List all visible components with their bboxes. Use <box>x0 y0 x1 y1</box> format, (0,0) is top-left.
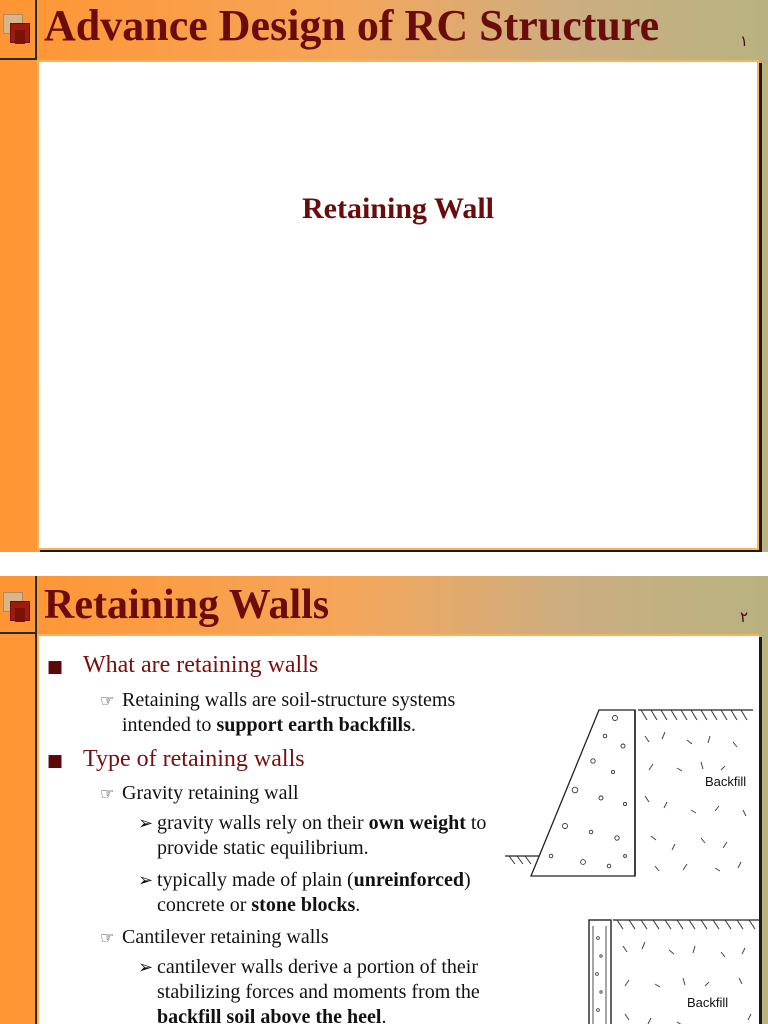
bullet-gravity-wall: ☞ Gravity retaining wall <box>100 782 299 804</box>
bullet-cantilever-wall: ☞ Cantilever retaining walls <box>100 926 329 948</box>
slide-2-content <box>37 634 759 1024</box>
title-divider-vertical <box>35 0 37 60</box>
cantilever-backfill-label: Backfill <box>687 995 729 1010</box>
slide-1-content <box>37 60 759 550</box>
slide-1-title: Advance Design of RC Structure <box>44 1 660 50</box>
hand-pointer-bullet-icon: ☞ <box>100 928 115 947</box>
gravity-wall-figure <box>505 706 753 881</box>
cantilever-wall-figure <box>579 918 759 1024</box>
bullet-what-are-retaining-walls: ■ What are retaining walls <box>47 652 319 678</box>
hand-pointer-bullet-icon: ☞ <box>100 691 115 710</box>
bullet-types-of-retaining-walls: ■ Type of retaining walls <box>47 746 305 772</box>
slide-2-number: ٢ <box>739 608 748 626</box>
slide-decoration-icon <box>3 592 33 626</box>
title-divider-horizontal <box>0 632 36 634</box>
square-bullet-icon: ■ <box>47 657 64 677</box>
title-divider-horizontal <box>0 58 36 60</box>
slide-decoration-icon <box>3 14 33 48</box>
slide-1-subtitle: Retaining Wall <box>302 192 494 225</box>
square-bullet-icon: ■ <box>47 751 64 771</box>
arrowhead-bullet-icon: ➢ <box>138 813 154 834</box>
bullet-gravity-own-weight: ➢ gravity walls rely on their own weight to provide static equilibrium. <box>138 812 487 859</box>
slide-2-title: Retaining Walls <box>44 582 330 628</box>
slide-1-number: ١ <box>739 32 748 50</box>
slide-2 <box>0 576 768 1024</box>
bullet-cantilever-backfill: ➢ cantilever walls derive a portion of their stabilizing forces and moments from the backfill soil above the heel. <box>138 956 480 1024</box>
bullet-gravity-material: ➢ typically made of plain (unreinforced) concrete or stone blocks. <box>138 869 471 916</box>
arrowhead-bullet-icon: ➢ <box>138 870 154 891</box>
gravity-backfill-label: Backfill <box>705 774 747 789</box>
hand-pointer-bullet-icon: ☞ <box>100 784 115 803</box>
slide-gap <box>0 552 768 576</box>
arrowhead-bullet-icon: ➢ <box>138 957 154 978</box>
bullet-retaining-walls-definition: ☞ Retaining walls are soil-structure systems intended to support earth backfills. <box>100 689 456 736</box>
